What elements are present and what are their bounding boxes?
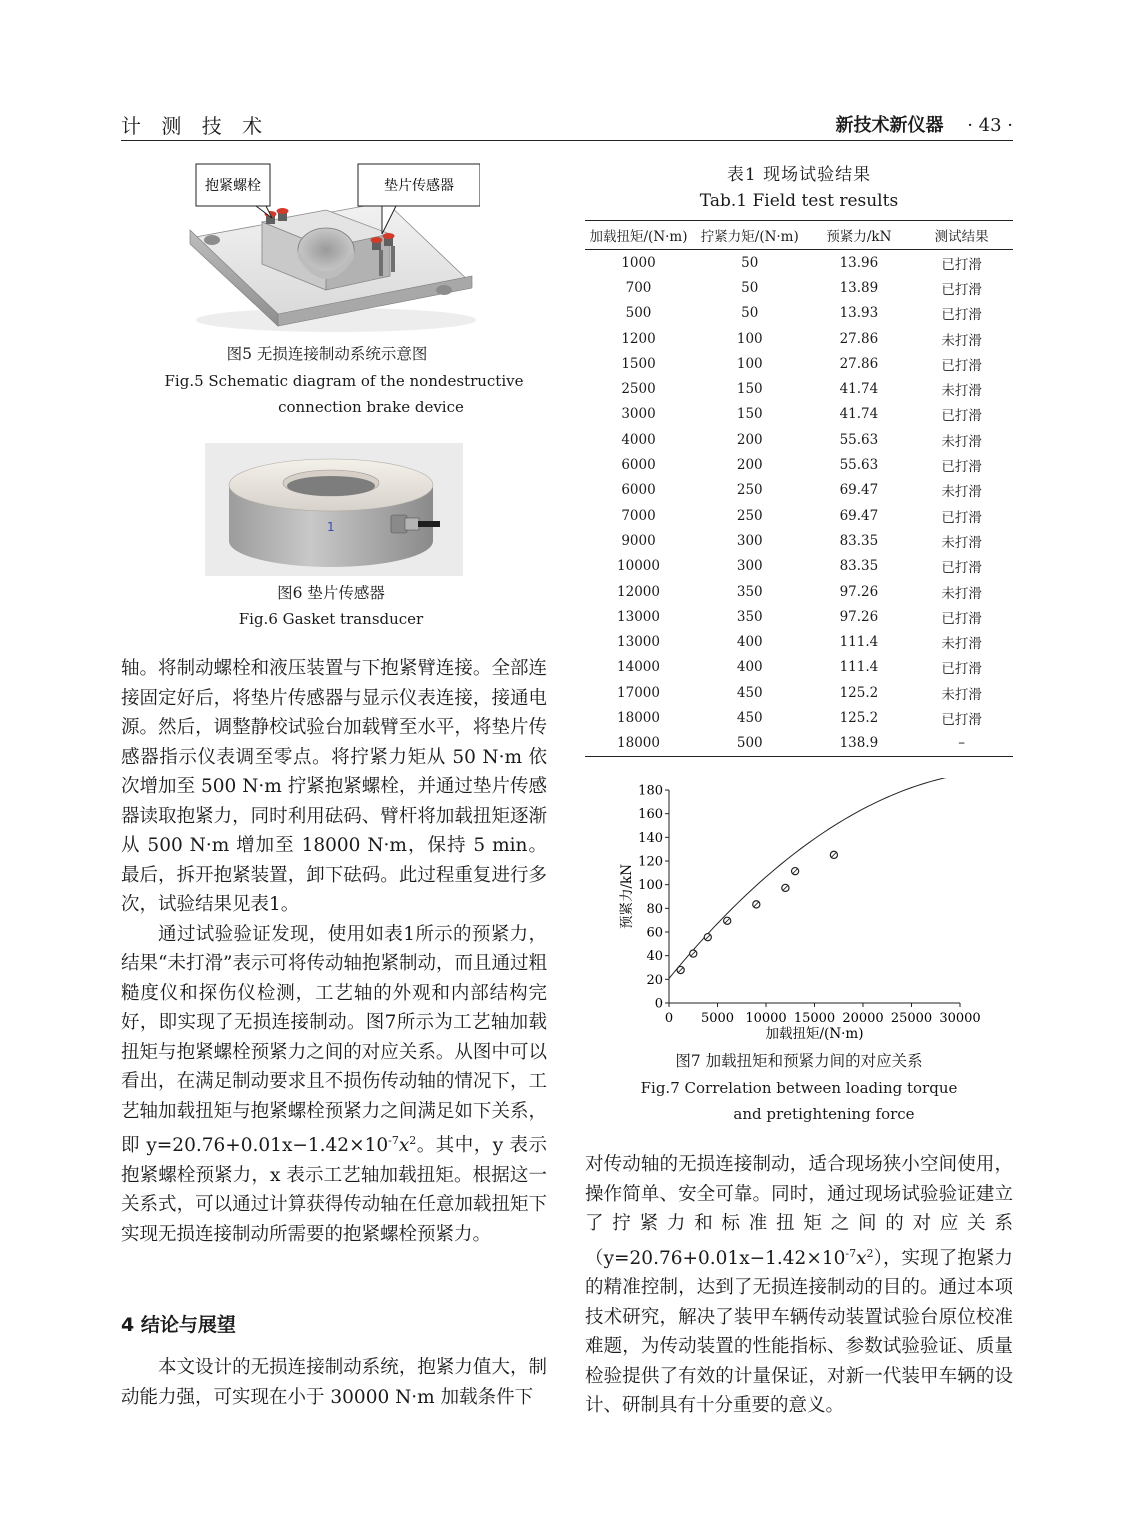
table-row <box>585 554 1013 579</box>
table-cell: 83.35 <box>839 558 879 575</box>
table-cell: 69.47 <box>839 507 879 524</box>
table-cell: 已打滑 <box>941 560 982 577</box>
table-cell: 3000 <box>621 406 656 423</box>
table-cell: 13.89 <box>839 279 879 296</box>
table-cell: 97.26 <box>839 583 879 600</box>
y-tick-label: 40 <box>646 949 663 965</box>
callout-clamp-bolt: 抱紧螺栓 <box>205 178 261 194</box>
table-cell: 200 <box>736 457 763 474</box>
table-cell: 200 <box>736 431 763 448</box>
table-cell: 50 <box>741 305 759 322</box>
header-rule <box>121 140 1013 141</box>
paragraph-verification: 通过试验验证发现，使用如表1所示的预紧力，结果“未打滑”表示可将传动轴抱紧制动，而且通过粗糙度仪和探伤仪检测，工艺轴的外观和内部结构完好，即实现了无损连接制动。图7所示为工艺轴加载扭矩与抱紧螺栓预紧力之间的对应关系。从图中可以看出，在满足制动要求且不损伤传动轴的情况下，工艺轴加载扭矩与抱紧螺栓预紧力之间满足如下关系，即 $y=20.76+0.01x-1.42\times 10^{-7}x^2$。其中，y 表示抱紧螺栓预紧力，x 表示工艺轴加载扭矩。根据这一关系式，可以通过计算获得传动轴在任意加载扭矩下实现无损连接制动所需要的抱紧螺栓预紧力。 <box>121 923 547 1245</box>
table-cell: 250 <box>736 507 763 524</box>
table-cell: 250 <box>736 482 763 499</box>
table-cell: 已打滑 <box>941 256 982 273</box>
y-tick-label: 0 <box>654 996 663 1012</box>
table-cell: 13000 <box>617 634 660 651</box>
table-cell: 已打滑 <box>941 711 982 728</box>
svg-text:1: 1 <box>327 520 335 534</box>
table-cell: 350 <box>736 608 763 625</box>
fit-curve <box>669 778 960 978</box>
table-row <box>585 503 1013 528</box>
table-cell: 400 <box>736 634 763 651</box>
table-row <box>585 250 1013 276</box>
right-body-text <box>585 1150 1013 1421</box>
table-header-cell: 测试结果 <box>910 221 1013 250</box>
journal-name: 计 测 技 术 <box>121 114 270 138</box>
table-cell: 13.93 <box>839 305 879 322</box>
table-row <box>585 452 1013 477</box>
table-row <box>585 351 1013 376</box>
table-cell: 300 <box>736 532 763 549</box>
table-cell: 300 <box>736 558 763 575</box>
table-cell: 700 <box>625 279 652 296</box>
fig5-caption-zh: 图5 无损连接制动系统示意图 <box>226 345 428 363</box>
x-tick-label: 25000 <box>890 1011 933 1026</box>
table-header-cell: 拧紧力矩/(N·m) <box>692 221 808 250</box>
table-cell: 500 <box>692 731 808 757</box>
table-cell: 125.2 <box>839 684 879 701</box>
fig6-gasket-illustration <box>205 443 463 576</box>
table-cell: 13.96 <box>839 254 879 271</box>
table-cell: 450 <box>736 684 763 701</box>
y-axis-label: 预紧力/kN <box>619 863 635 930</box>
table-row <box>585 604 1013 629</box>
table-row <box>585 301 1013 326</box>
table-cell: 12000 <box>617 583 660 600</box>
x-tick-label: 10000 <box>745 1011 787 1026</box>
table-cell: 6000 <box>621 457 656 474</box>
table-row <box>585 275 1013 300</box>
table-cell: 350 <box>736 583 763 600</box>
table-cell: 138.9 <box>808 731 911 757</box>
table-row <box>585 376 1013 401</box>
field-test-results-table <box>585 220 1013 757</box>
table-cell: 14000 <box>617 659 660 676</box>
table-cell: 已打滑 <box>941 357 982 374</box>
table-cell: 150 <box>736 381 763 398</box>
table-cell: 已打滑 <box>941 307 982 324</box>
table-cell: 已打滑 <box>941 408 982 425</box>
table-cell: 27.86 <box>839 330 879 347</box>
header-right <box>835 111 1013 137</box>
table-cell: 未打滑 <box>941 383 982 400</box>
table-row <box>585 655 1013 680</box>
section-name: 新技术新仪器 <box>835 115 944 136</box>
paragraph-experiment-procedure: 轴。将制动螺栓和液压装置与下抱紧臂连接。全部连接固定好后，将垫片传感器与显示仪表连接，接通电源。然后，调整静校试验台加载臂至水平，将垫片传感器指示仪表调至零点。将拧紧力矩从 50 N·m 依次增加至 500 N·m 拧紧抱紧螺栓，并通过垫片传感器读取抱紧力，同时利用砝码、臂杆将加载扭矩逐渐从 500 N·m 增加至 18000 N·m，保持 5 min。最后，拆开抱紧装置，卸下砝码。此过程重复进行多次，试验结果见表1。 <box>121 658 547 915</box>
section-heading-conclusion: 4 结论与展望 <box>121 1314 236 1336</box>
fig5-caption-en-1: Fig.5 Schematic diagram of the nondestructive <box>164 372 524 390</box>
table-row <box>585 705 1013 730</box>
table-cell: 9000 <box>621 532 656 549</box>
table-cell: 1000 <box>621 254 656 271</box>
y-tick-label: 20 <box>646 972 663 988</box>
y-tick-label: 80 <box>646 901 663 917</box>
fig7-caption-zh: 图7 加载扭矩和预紧力间的对应关系 <box>675 1052 923 1070</box>
table-cell: 97.26 <box>839 608 879 625</box>
fig7-torque-force-chart <box>615 778 1000 1048</box>
table-cell: 已打滑 <box>941 459 982 476</box>
table-cell: 未打滑 <box>941 332 982 349</box>
page-number: · 43 · <box>967 115 1013 136</box>
x-axis-label: 加载扭矩/(N·m) <box>765 1026 864 1042</box>
table-cell: 未打滑 <box>941 484 982 501</box>
fig5-caption-en-2: connection brake device <box>278 398 464 416</box>
table-cell: 55.63 <box>839 431 879 448</box>
table-row <box>585 326 1013 351</box>
table-row <box>585 402 1013 427</box>
table1-title-en: Tab.1 Field test results <box>699 191 899 211</box>
table-cell: 50 <box>741 279 759 296</box>
table-cell: 未打滑 <box>941 433 982 450</box>
table-cell: 已打滑 <box>941 610 982 627</box>
table-cell: 100 <box>736 355 763 372</box>
table-cell: 400 <box>736 659 763 676</box>
fig5-clamp-illustration <box>186 162 480 334</box>
table-cell: 18000 <box>585 731 692 757</box>
table-cell: 13000 <box>617 608 660 625</box>
table-cell: 83.35 <box>839 532 879 549</box>
table-cell: 已打滑 <box>941 281 982 298</box>
table-cell: 未打滑 <box>941 585 982 602</box>
x-tick-label: 15000 <box>793 1011 836 1026</box>
callout-gasket-sensor: 垫片传感器 <box>384 178 454 194</box>
table-cell: 125.2 <box>839 709 879 726</box>
table-cell: 7000 <box>621 507 656 524</box>
table-cell: 18000 <box>617 709 660 726</box>
y-tick-label: 60 <box>646 925 663 941</box>
x-tick-label: 0 <box>664 1011 674 1026</box>
table-row <box>585 528 1013 553</box>
y-tick-label: 180 <box>638 783 663 799</box>
x-tick-label: 5000 <box>700 1011 735 1026</box>
table-cell: 41.74 <box>839 381 879 398</box>
table-header-cell: 预紧力/kN <box>808 221 911 250</box>
table-cell: 未打滑 <box>941 534 982 551</box>
table-cell: 10000 <box>617 558 660 575</box>
table-cell: 6000 <box>621 482 656 499</box>
table-cell: 未打滑 <box>941 686 982 703</box>
x-tick-label: 30000 <box>939 1011 981 1026</box>
table-header-row <box>585 221 1013 250</box>
table-cell: 55.63 <box>839 457 879 474</box>
table-row <box>585 731 1013 757</box>
y-tick-label: 100 <box>638 878 663 894</box>
table-cell: 111.4 <box>839 659 879 676</box>
table-cell: 已打滑 <box>941 661 982 678</box>
table-cell: 500 <box>625 305 652 322</box>
y-tick-label: 120 <box>638 854 663 870</box>
table-cell: 1500 <box>621 355 656 372</box>
table-row <box>585 478 1013 503</box>
table-cell: 69.47 <box>839 482 879 499</box>
table-cell: 1200 <box>621 330 656 347</box>
y-tick-label: 160 <box>638 807 663 823</box>
table-cell: 27.86 <box>839 355 879 372</box>
fig7-caption-en-2: and pretightening force <box>733 1105 915 1123</box>
table-row <box>585 579 1013 604</box>
table-cell: 50 <box>741 254 759 271</box>
table-row <box>585 629 1013 654</box>
paragraph-conclusion: 本文设计的无损连接制动系统，抱紧力值大，制动能力强，可实现在小于 30000 N·m 加载条件下 <box>121 1357 547 1408</box>
table-cell: 150 <box>736 406 763 423</box>
fig6-caption-zh: 图6 垫片传感器 <box>277 584 385 602</box>
table-cell: 41.74 <box>839 406 879 423</box>
table-cell: 已打滑 <box>941 509 982 526</box>
table-cell: 17000 <box>617 684 660 701</box>
fig7-caption-en-1: Fig.7 Correlation between loading torque <box>640 1079 958 1097</box>
table-cell: 111.4 <box>839 634 879 651</box>
y-tick-label: 140 <box>638 830 663 846</box>
table-cell: – <box>910 731 1013 757</box>
table-cell: 2500 <box>621 381 656 398</box>
table-row <box>585 680 1013 705</box>
left-body-text <box>121 654 547 1249</box>
fig6-caption-en: Fig.6 Gasket transducer <box>238 610 424 628</box>
table-cell: 450 <box>736 709 763 726</box>
table-cell: 100 <box>736 330 763 347</box>
table-header-cell: 加载扭矩/(N·m) <box>585 221 692 250</box>
table-cell: 未打滑 <box>941 636 982 653</box>
table-row <box>585 427 1013 452</box>
x-tick-label: 20000 <box>842 1011 884 1026</box>
table1-title-zh: 表1 现场试验结果 <box>726 165 872 185</box>
table-cell: 4000 <box>621 431 656 448</box>
paragraph-conclusion-continued: 对传动轴的无损连接制动，适合现场狭小空间使用，操作简单、安全可靠。同时，通过现场试验验证建立了拧紧力和标准扭矩之间的对应关系$(y=20.76+0.01x-1.42\times 10^{-7}x^2)$，实现了抱紧力的精准控制，达到了无损连接制动的目的。通过本项技术研究，解决了装甲车辆传动装置试验台原位校准难题，为传动装置的性能指标、参数试验验证、质量检验提供了有效的计量保证，对新一代装甲车辆的设计、研制具有十分重要的意义。 <box>585 1154 1013 1417</box>
